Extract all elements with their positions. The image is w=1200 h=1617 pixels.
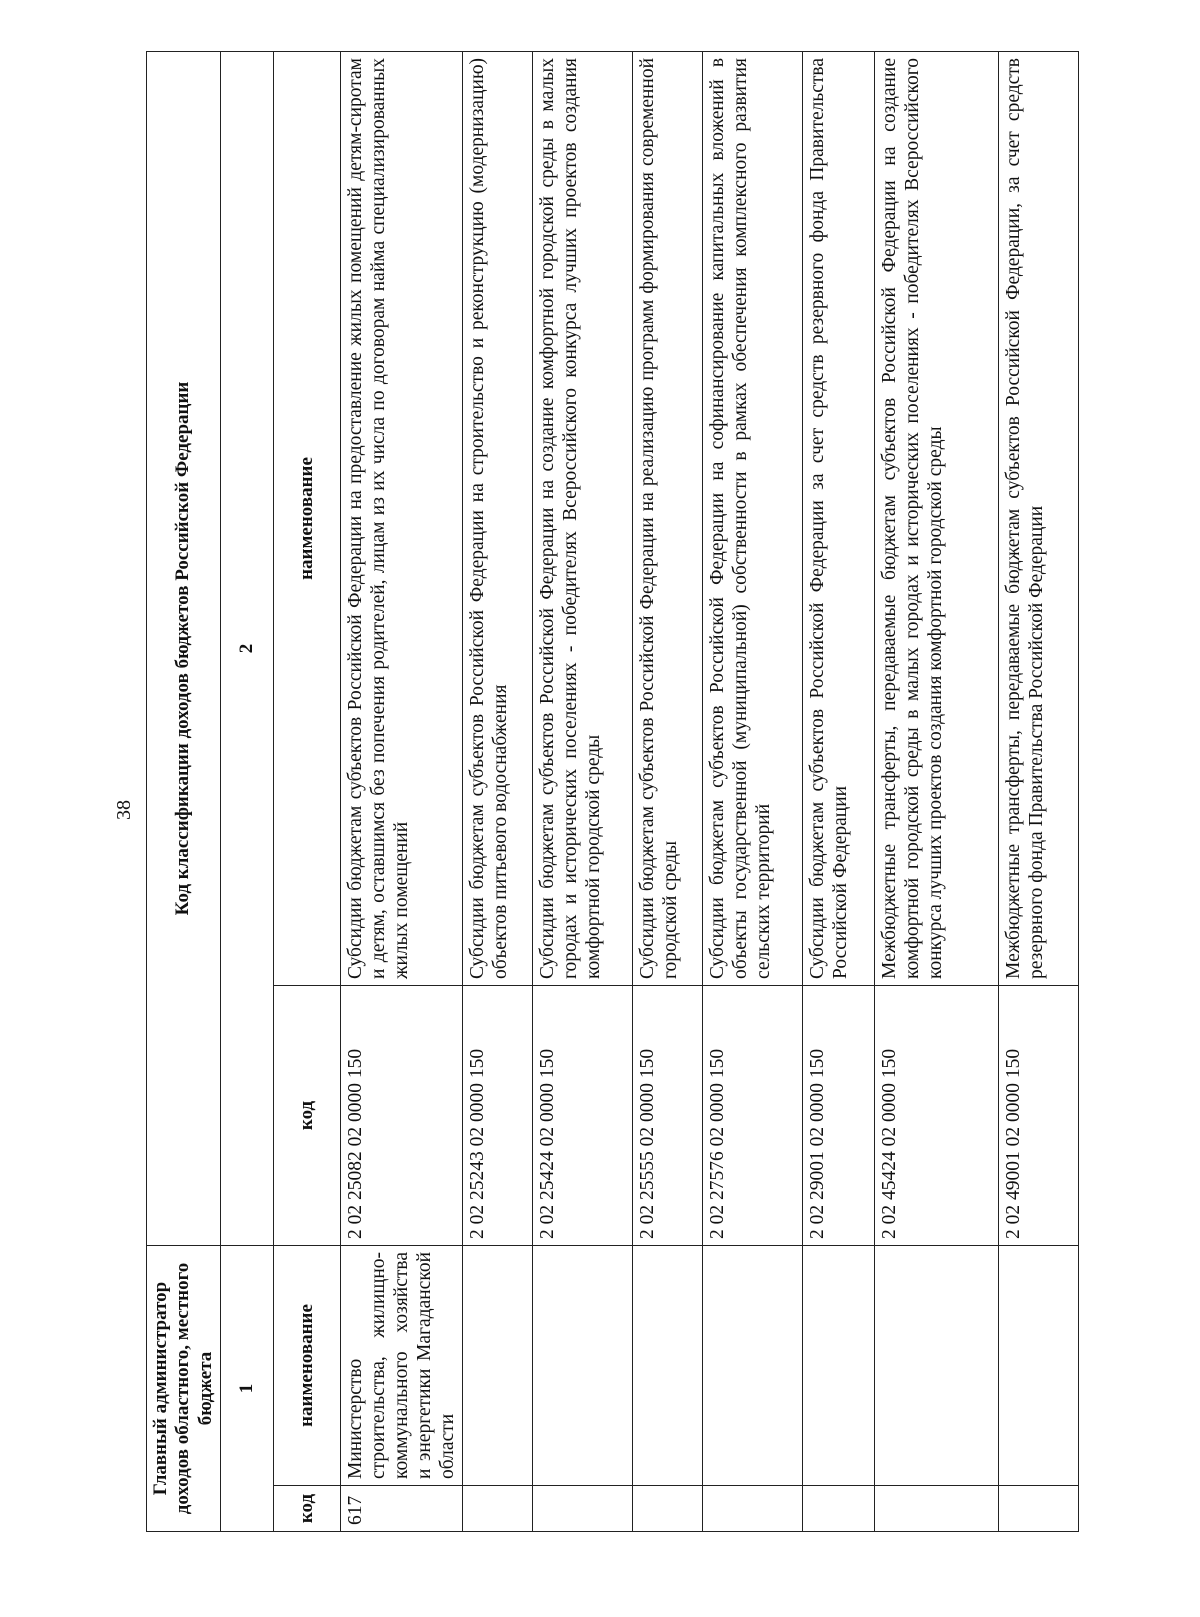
income-code: 2 02 45424 02 0000 150 <box>875 985 999 1245</box>
income-name: Субсидии бюджетам субъектов Российской Федерации на софинансирование капитальных вложений в объекты государственной (муниципальной) собственности в рамках обеспечения комплексного развития сельских территорий <box>703 51 803 985</box>
income-code: 2 02 25424 02 0000 150 <box>533 985 633 1245</box>
table-row <box>633 51 703 1531</box>
header-classification: Код классификации доходов бюджетов Российской Федерации <box>147 51 221 1245</box>
subheader-admin-code: код <box>274 1486 341 1532</box>
income-name: Субсидии бюджетам субъектов Российской Федерации на предоставление жилых помещений детям-сиротам и детям, оставшимся без попечения родителей, лицам из их числа по договорам найма специализированных жилых помещений <box>341 51 463 985</box>
subheader-class-name: наименование <box>274 51 341 985</box>
income-code: 2 02 25555 02 0000 150 <box>633 985 703 1245</box>
income-code: 2 02 29001 02 0000 150 <box>803 985 875 1245</box>
income-name: Субсидии бюджетам субъектов Российской Федерации за счет средств резервного фонда Правительства Российской Федерации <box>803 51 875 985</box>
column-number-2: 2 <box>221 51 274 1245</box>
subheader-admin-name: наименование <box>274 1245 341 1485</box>
table-row <box>341 51 463 1531</box>
admin-name: Министерство строительства, жилищно-коммунального хозяйства и энергетики Магаданской области <box>341 1245 463 1485</box>
income-name: Межбюджетные трансферты, передаваемые бюджетам субъектов Российской Федерации на создание комфортной городской среды в малых городах и исторических поселениях - победителях Всероссийского конкурса лучших проектов создания комфортной городской среды <box>875 51 999 985</box>
page-number: 38 <box>113 800 135 820</box>
column-number-1: 1 <box>221 1245 274 1531</box>
income-name: Субсидии бюджетам субъектов Российской Федерации на создание комфортной городской среды в малых городах и исторических поселениях - победителях Всероссийского конкурса лучших проектов создания комфортной городской среды <box>533 51 633 985</box>
table-row <box>463 51 533 1531</box>
admin-code: 617 <box>341 1486 463 1532</box>
header-admin: Главный администратор доходов областного, местного бюджета <box>147 1245 221 1531</box>
table-row <box>703 51 803 1531</box>
subheader-class-code: код <box>274 985 341 1245</box>
income-name: Субсидии бюджетам субъектов Российской Федерации на строительство и реконструкцию (модернизацию) объектов питьевого водоснабжения <box>463 51 533 985</box>
table-row <box>533 51 633 1531</box>
table-row <box>875 51 999 1531</box>
table-row <box>999 51 1079 1531</box>
income-code: 2 02 25082 02 0000 150 <box>341 985 463 1245</box>
income-name: Субсидии бюджетам субъектов Российской Федерации на реализацию программ формирования современной городской среды <box>633 51 703 985</box>
rotated-table-page <box>146 52 1048 1532</box>
income-code: 2 02 49001 02 0000 150 <box>999 985 1079 1245</box>
income-name: Межбюджетные трансферты, передаваемые бюджетам субъектов Российской Федерации, за счет средств резервного фонда Правительства Российской Федерации <box>999 51 1079 985</box>
table-row <box>803 51 875 1531</box>
income-classification-table <box>146 51 1079 1532</box>
income-code: 2 02 27576 02 0000 150 <box>703 985 803 1245</box>
income-code: 2 02 25243 02 0000 150 <box>463 985 533 1245</box>
